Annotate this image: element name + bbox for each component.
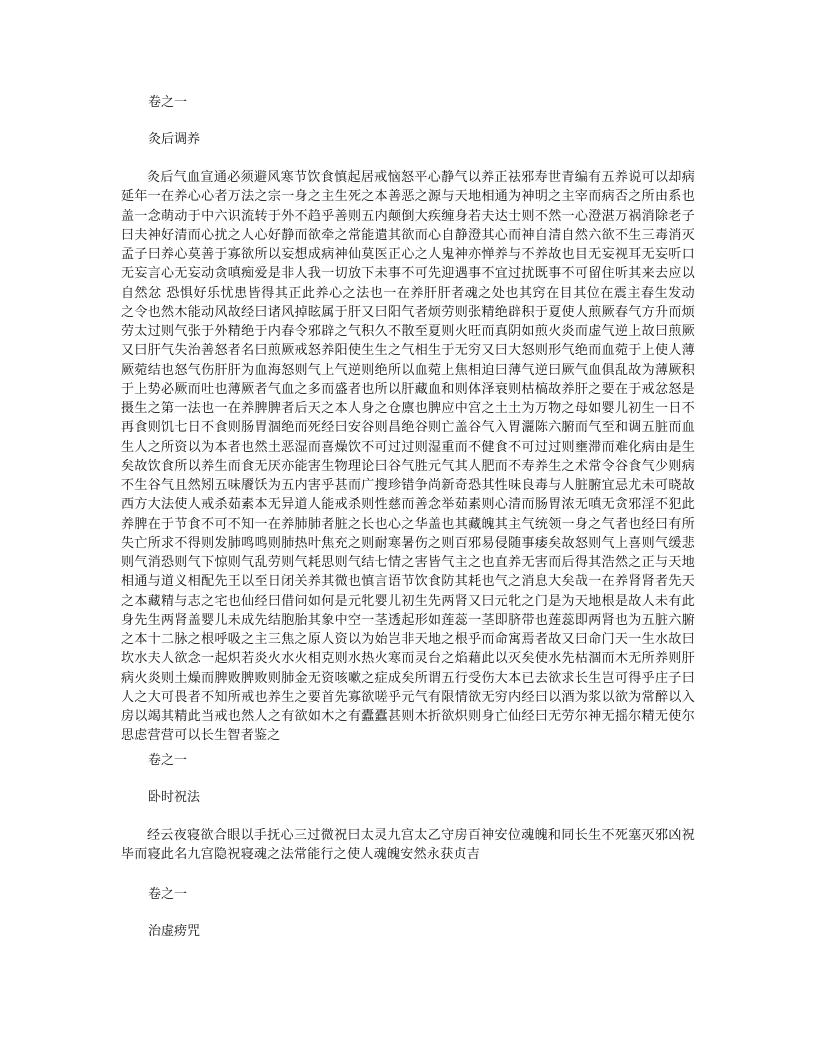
volume-label: 卷之一 <box>148 753 188 768</box>
section-title: 卧时祝法 <box>148 790 201 805</box>
section-title: 治虚痨咒 <box>148 924 201 939</box>
volume-label: 卷之一 <box>148 887 188 902</box>
body-paragraph: 灸后气血宣通必须避风寒节饮食慎起居戒恼怒平心静气以养正祛邪寿世青编有五养说可以却病延年一在养心心者万法之宗一身之主生死之本善恶之源与天地相通为神明之主宰而病否之所由系也盖一念萌动于中六识流转于外不趋乎善则五内颠倒大疾缠身若夫达士则不然一心澄湛万祸消除老子曰夫神好清而心扰之人心好静而欲牵之常能遣其欲而心自静澄其心而神自清自然六欲不生三毒消灭孟子曰养心莫善于寡欲所以妄想成病神仙莫医正心之人鬼神亦惮养与不养故也目无妄视耳无妄听口无妄言心无妄动贪嗔痴爱是非人我一切放下未事不可先迎遇事不宜过扰既事不可留住听其来去应以自然忿 恐惧好乐忧患皆得其正此养心之法也一在养肝肝者魂之处也其窍在目其位在震主春生发动之令也然木能动风故经曰诸风掉眩属于肝又曰阳气者烦劳则张精绝辟积于夏使人煎厥春气方升而烦劳太过则气张于外精绝于内春令邪辟之气积久不散至夏则火旺而真阴如煎火炎而虚气逆上故曰煎厥又曰肝气失治善怒者名曰煎厥戒怒养阳使生生之气相生于无穷又曰大怒则形气绝而血菀于上使人薄厥菀结也怒气伤肝肝为血海怒则气上气逆则绝所以血菀上焦相迫曰薄气逆曰厥气血俱乱故为薄厥积于上势必厥而吐也薄厥者气血之多而盛者也所以肝藏血和则体泽衰则枯槁故养肝之要在于戒忿怒是摄生之第一法也一在养脾脾者后天之本人身之仓廪也脾应中宫之土土为万物之母如婴儿初生一日不再食则饥七日不食则肠胃涸绝而死经曰安谷则昌绝谷则亡盖谷气入胃灑陈六腑而气至和调五脏而血生人之所资以为本者也然土恶湿而喜燥饮不可过过则湿重而不健食不可过过则壅滞而难化病由是生矣故饮食所以养生而食无厌亦能害生物理论曰谷气胜元气其人肥而不寿养生之术常令谷食气少则病不生谷气且然矧五味餍饫为五内害乎甚而广搜珍错争尚新奇恐其性味良毒与人脏腑宜忌尤未可晓故西方大法使人戒杀茹素本无异道人能戒杀则性慈而善念举茹素则心清而肠胃浓无嗔无贪邪淫不犯此养脾在于节食不可不知一在养肺肺者脏之长也心之华盖也其藏魄其主气统领一身之气者也经曰有所失亡所求不得则发肺鸣鸣则肺热叶焦充之则耐寒暑伤之则百邪易侵随事痿矣故怒则气上喜则气缓悲则气消恐则气下惊则气乱劳则气耗思则气结七情之害皆气主之也直养无害而后得其浩然之正与天地相通与道义相配先王以至日闭关养其微也慎言语节饮食防其耗也气之消息大矣哉一在养肾肾者先天之本藏精与志之宅也仙经曰借问如何是元牝婴儿初生先两肾又曰元牝之门是为天地根是故人未有此身先生两肾盖婴儿未成先结胞胎其象中空一茎透起形如莲蕊一茎即脐带也莲蕊即两肾也为五脏六腑之本十二脉之根呼吸之主三焦之原人资以为始岂非天地之根乎而命寓焉者故又曰命门天一生水故曰坎水夫人欲念一起炽若炎火水火相克则水热火寒而灵台之焰藉此以灭矣使水先枯涸而木无所养则肝病火炎则土燥而脾败脾败则肺金无资咳嗽之症成矣所谓五行受伤大本已去欲求长生岂可得乎庄子曰人之大可畏者不知所戒也养生之要首先寡欲嗟乎元气有限情欲无穷内经曰以酒为浆以欲为常醉以入房以竭其精此当戒也然人之有欲如木之有蠹蠹甚则木折欲炽则身亡仙经曰无劳尔神无摇尔精无使尔思虑营营可以长生智者鉴之 <box>121 170 695 744</box>
volume-label: 卷之一 <box>148 95 188 110</box>
section-title: 灸后调养 <box>148 132 201 147</box>
body-paragraph: 经云夜寝欲合眼以手抚心三过微祝曰太灵九宫太乙守房百神安位魂魄和同长生不死塞灭邪凶祝毕而寝此名九宫隐祝寝魂之法常能行之使人魂魄安然永获贞吉 <box>121 828 695 863</box>
section-body <box>121 826 695 865</box>
section-body <box>121 168 695 746</box>
